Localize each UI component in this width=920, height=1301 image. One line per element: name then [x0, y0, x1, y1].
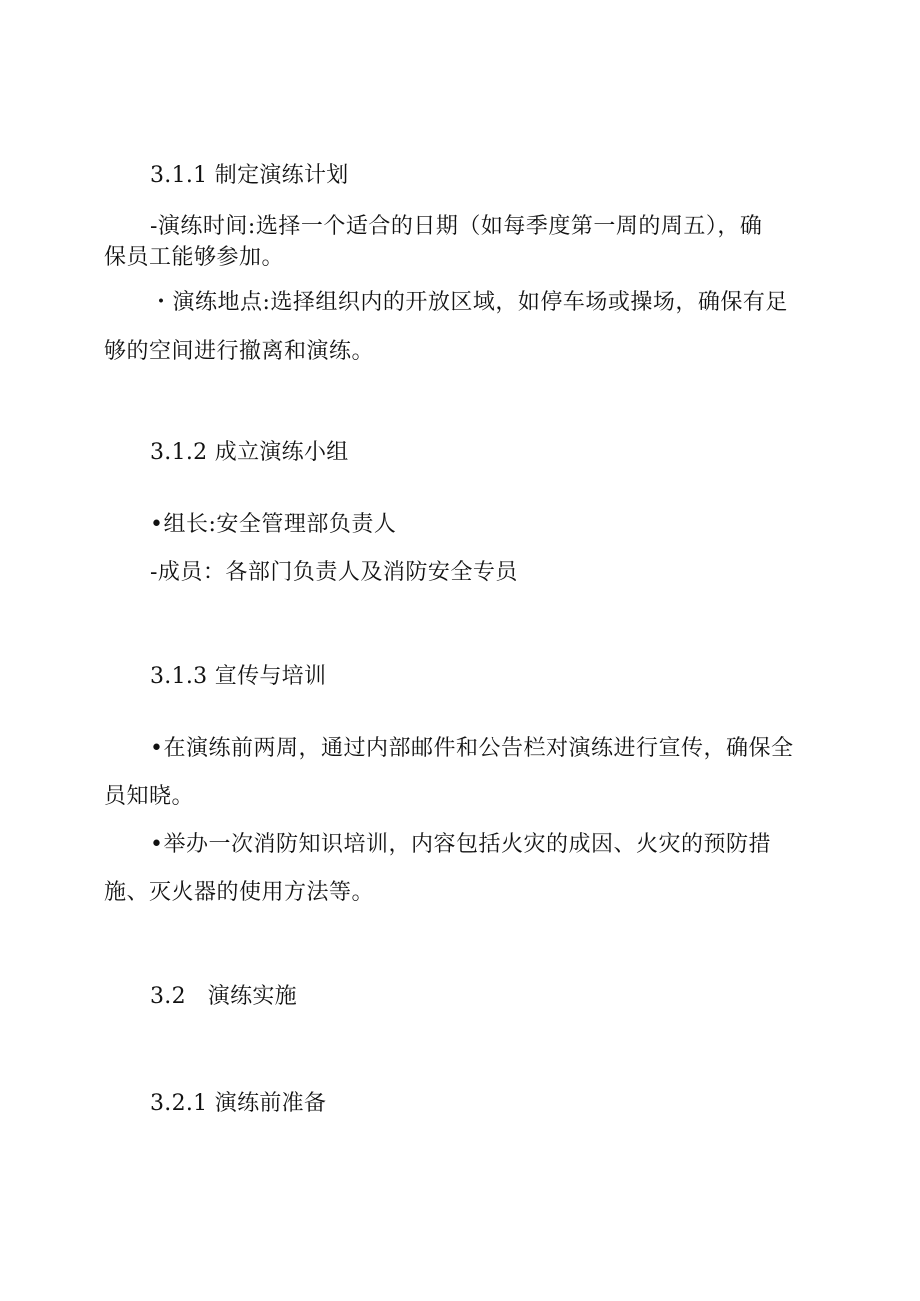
paragraph-team-leader: •组长:安全管理部负责人 — [150, 512, 397, 537]
paragraph-drill-location-line-2: 够的空间进行撤离和演练。 — [104, 339, 375, 364]
paragraph-drill-time-line-2: 保员工能够参加。 — [104, 245, 285, 270]
section-heading-3-1-3: 3.1.3 宣传与培训 — [150, 664, 327, 689]
section-heading-3-2: 3.2 演练实施 — [150, 984, 297, 1009]
section-heading-3-1-2: 3.1.2 成立演练小组 — [150, 440, 349, 465]
paragraph-drill-time-line-1: -演练时间:选择一个适合的日期（如每季度第一周的周五），确 — [150, 214, 763, 239]
paragraph-training-line-1: •举办一次消防知识培训，内容包括火灾的成因、火灾的预防措 — [150, 832, 771, 857]
paragraph-publicity-line-1: •在演练前两周，通过内部邮件和公告栏对演练进行宣传，确保全 — [150, 736, 794, 761]
paragraph-training-line-2: 施、灭火器的使用方法等。 — [104, 880, 375, 905]
paragraph-publicity-line-2: 员知晓。 — [104, 784, 195, 809]
section-heading-3-1-1: 3.1.1 制定演练计划 — [150, 163, 349, 188]
section-heading-3-2-1: 3.2.1 演练前准备 — [150, 1091, 327, 1116]
paragraph-team-members: -成员：各部门负责人及消防安全专员 — [150, 560, 518, 585]
paragraph-drill-location-line-1: ・演练地点:选择组织内的开放区域，如停车场或操场，确保有足 — [150, 290, 788, 315]
